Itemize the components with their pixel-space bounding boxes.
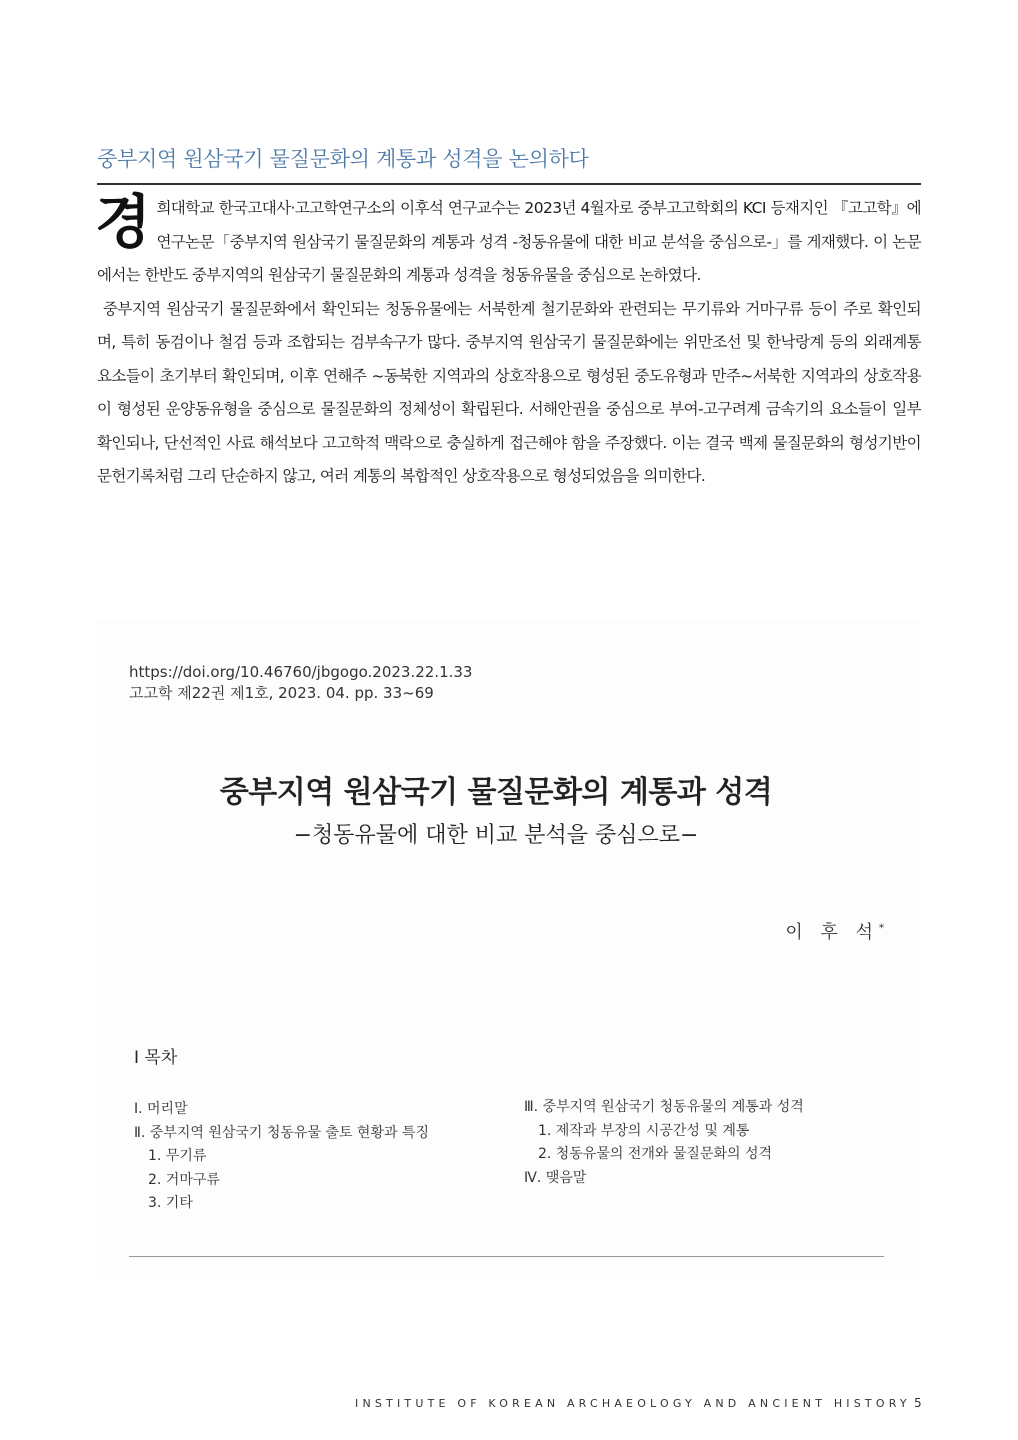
toc-item: 1. 제작과 부장의 시공간성 및 계통 [538, 1122, 750, 1139]
toc-item: Ⅲ. 중부지역 원삼국기 청동유물의 계통과 성격 [524, 1099, 804, 1115]
paragraph-1-text: 희대학교 한국고대사·고고학연구소의 이후석 연구교수는 2023년 4월자로 중부고고학회의 KCI 등재지인 『고고학』에 연구논문「중부지역 원삼국기 물질문화의 계통과 성격 -청동유물에 대한 비교 분석을 중심으로-」를 게재했다. 이 논문에서는 한반도 중부지역의 원삼국기 물질문화의 계통과 성격을 청동유물을 중심으로 논하였다. [97, 199, 921, 284]
toc-item: 3. 기타 [148, 1195, 193, 1211]
author-name: 이 후 석 [785, 922, 879, 943]
toc-left-column [134, 1098, 429, 1216]
page-number: 5 [914, 1396, 922, 1410]
figure-divider [129, 1256, 884, 1257]
journal-citation: 고고학 제22권 제1호, 2023. 04. pp. 33~69 [129, 684, 434, 702]
toc-item: Ⅱ. 중부지역 원삼국기 청동유물 출토 현황과 특징 [134, 1124, 429, 1141]
toc-item: 2. 청동유물의 전개와 물질문화의 성격 [538, 1146, 773, 1162]
toc-right-column [524, 1096, 804, 1190]
dropcap: 경 [95, 188, 151, 256]
paragraph-1 [95, 188, 921, 293]
article-headline: 중부지역 원삼국기 물질문화의 계통과 성격을 논의하다 [97, 147, 589, 171]
paragraph-2: 중부지역 원삼국기 물질문화에서 확인되는 청동유물에는 서북한계 철기문화와 관련되는 무기류와 거마구류 등이 주로 확인되며, 특히 동검이나 철검 등과 조합되는 검부속구가 많다. 중부지역 원삼국기 물질문화에는 위만조선 및 한낙랑계 등의 외래계통 요소들이 초기부터 확인되며, 이후 연해주 ~동북한 지역과의 상호작용으로 형성된 중도유형과 만주~서북한 지역과의 상호작용이 형성된 운양동유형을 중심으로 물질문화의 정체성이 확립된다. 서해안권을 중심으로 부여-고구려계 금속기의 요소들이 일부 확인되나, 단선적인 사료 해석보다 고고학적 맥락으로 충실하게 접근해야 함을 주장했다. 이는 결국 백제 물질문화의 형성기반이 문헌기록처럼 그리 단순하지 않고, 여러 계통의 복합적인 상호작용으로 형성되었음을 의미한다. [97, 299, 921, 485]
paper-subtitle: −청동유물에 대한 비교 분석을 중심으로− [293, 823, 699, 848]
toc-item: Ⅰ. 머리말 [134, 1101, 188, 1117]
doi-citation [129, 662, 472, 704]
toc-item: 1. 무기류 [148, 1148, 207, 1164]
toc-item: Ⅳ. 맺음말 [524, 1169, 587, 1186]
paper-author [785, 918, 884, 944]
author-footnote-mark: * [879, 923, 884, 934]
article-body [95, 188, 921, 494]
toc-heading: Ⅰ 목차 [134, 1048, 178, 1068]
paper-title: 중부지역 원삼국기 물질문화의 계통과 성격 [219, 775, 773, 810]
headline-divider [97, 183, 921, 185]
toc-item: 2. 거마구류 [148, 1171, 220, 1188]
paper-first-page-image [96, 620, 920, 1280]
doi-link: https://doi.org/10.46760/jbgogo.2023.22.1.33 [129, 663, 473, 681]
footer-institute: INSTITUTE OF KOREAN ARCHAEOLOGY AND ANCIENT HISTORY [355, 1397, 911, 1410]
